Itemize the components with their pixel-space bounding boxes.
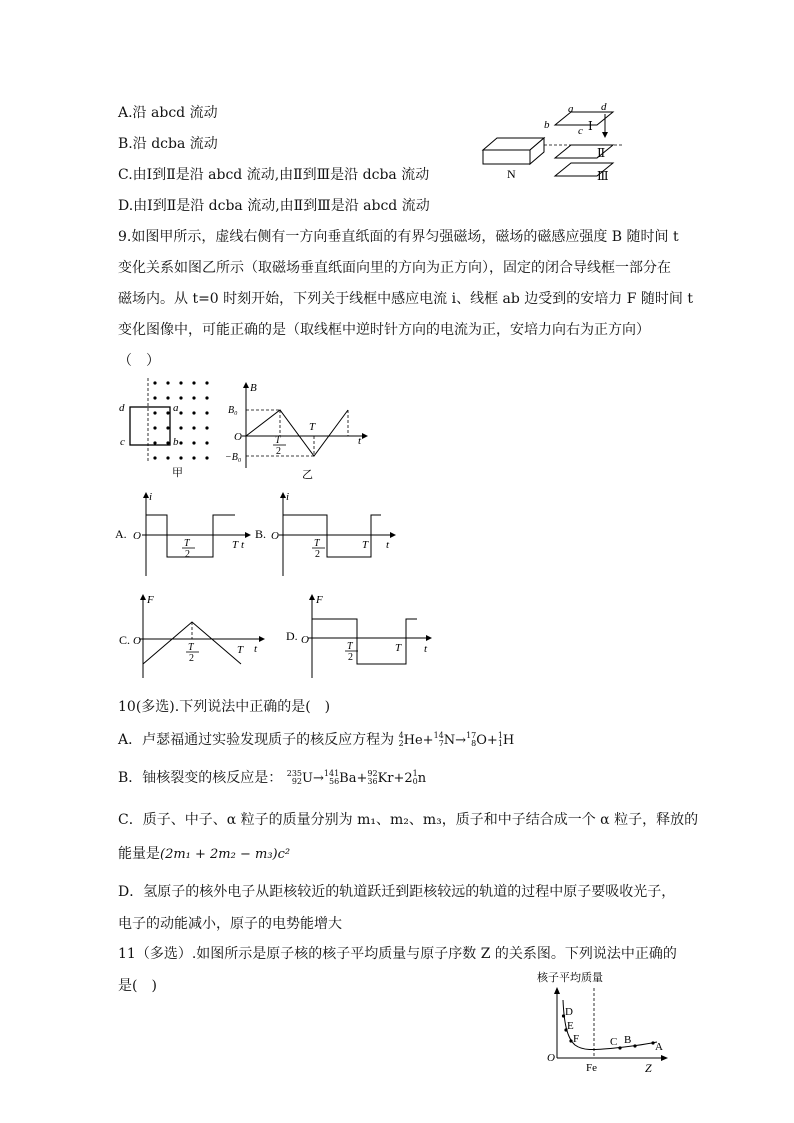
q9-opt-c-axis-t: t — [254, 643, 258, 655]
field-dot — [153, 411, 156, 414]
q10-option-a-text: A．卢瑟福通过实验发现质子的核反应方程为 — [118, 732, 395, 748]
q9-yi-origin: O — [234, 431, 242, 443]
q10-option-c-formula: (2m₁ + 2m₂ − m₃)c² — [160, 847, 291, 862]
q9-opt-d-axis: F — [316, 594, 323, 606]
q9-opt-b-half-num: T — [314, 538, 320, 549]
q9-yi-label-b0: B₀ — [228, 405, 238, 416]
q11-label-b: B — [624, 1034, 632, 1046]
field-dot — [166, 456, 169, 459]
q9-yi-caption: 乙 — [302, 469, 313, 481]
field-dot — [205, 426, 208, 429]
q9-option-a-graph — [115, 490, 255, 578]
field-dot — [192, 396, 195, 399]
q9-option-b-graph — [255, 490, 400, 578]
q9-jia-caption: 甲 — [172, 467, 183, 479]
q8-label-c: c — [578, 125, 583, 137]
q11-binding-figure — [535, 968, 675, 1078]
q8-label-ii: Ⅱ — [597, 146, 606, 160]
q10-option-a — [118, 731, 514, 750]
q9-stem-line-3: 磁场内。从 t=0 时刻开始，下列关于线框中感应电流 i、线框 ab 边受到的安培力 F 随时间 t — [118, 291, 693, 307]
q9-jia-label-c: c — [120, 436, 125, 448]
q9-jia-label-d: d — [119, 402, 125, 414]
field-dot — [179, 456, 182, 459]
q10-option-c-text: 能量是 — [118, 846, 160, 862]
field-dot — [205, 411, 208, 414]
q9-figure-jia — [115, 378, 215, 480]
q9-opt-b-label: B. — [255, 527, 267, 541]
q9-yi-half-num: T — [275, 435, 281, 446]
q9-opt-b-origin: O — [271, 530, 279, 542]
field-dot — [179, 381, 182, 384]
magnetic-field-dots — [153, 381, 208, 459]
q9-opt-b-axis-t: t — [386, 539, 390, 551]
q9-yi-label-neg-b0: −B₀ — [225, 452, 242, 463]
q10-option-b-text: B．铀核裂变的核反应是： — [118, 770, 283, 786]
q9-opt-a-axis: i — [149, 491, 153, 503]
q9-stem-line-4: 变化图像中，可能正确的是（取线框中逆时针方向的电流为正，安培力向右为正方向） — [118, 322, 650, 338]
q9-opt-d-t-label: T — [395, 642, 402, 654]
q9-opt-a-origin: O — [133, 530, 141, 542]
q8-label-n: N — [507, 167, 516, 181]
q10-option-a-equation: 4 2He+14 7N→17 8O+1 1H — [398, 731, 515, 748]
q9-opt-d-origin: O — [301, 634, 309, 646]
q9-stem-line-2: 变化关系如图乙所示（取磁场垂直纸面向里的方向为正方向），固定的闭合导线框一部分在 — [118, 260, 671, 276]
q9-opt-c-axis: F — [147, 594, 154, 606]
q9-yi-half-den: 2 — [276, 446, 281, 457]
field-dot — [192, 441, 195, 444]
q8-label-d: d — [601, 101, 607, 113]
q9-yi-axis-t: t — [358, 435, 362, 447]
q9-jia-label-b: b — [173, 436, 179, 448]
field-dot — [153, 381, 156, 384]
q8-label-b: b — [544, 119, 550, 131]
q9-option-d-graph — [284, 592, 439, 680]
q11-origin: O — [547, 1052, 555, 1064]
q11-axis-z: Z — [645, 1061, 652, 1075]
q9-stem-line-1: 9.如图甲所示，虚线右侧有一方向垂直纸面的有界匀强磁场，磁场的磁感应强度 B 随时间 t — [118, 229, 679, 245]
q11-label-e: E — [567, 1020, 574, 1032]
q9-option-c-graph — [115, 592, 270, 678]
q9-opt-c-half-den: 2 — [189, 653, 194, 664]
q9-opt-a-t-label: T — [232, 539, 239, 551]
q9-opt-b-t-label: T — [362, 539, 369, 551]
field-dot — [153, 441, 156, 444]
field-dot — [166, 426, 169, 429]
q9-opt-b-half-den: 2 — [315, 549, 320, 560]
q9-answer-paren: （ ） — [118, 353, 160, 369]
q8-label-a: a — [568, 103, 574, 115]
q11-fig-title: 核子平均质量 — [537, 972, 603, 984]
q9-opt-a-label: A. — [115, 527, 127, 541]
q10-stem: 10(多选).下列说法中正确的是( ) — [118, 699, 331, 715]
q8-label-iii: Ⅲ — [597, 169, 609, 183]
field-dot — [205, 456, 208, 459]
field-dot — [153, 426, 156, 429]
field-dot — [179, 396, 182, 399]
q10-option-c-line-2 — [118, 845, 290, 864]
q9-opt-a-half-den: 2 — [185, 549, 190, 560]
q9-opt-a-axis-t: t — [241, 539, 245, 551]
field-dot — [179, 441, 182, 444]
q9-yi-axis-b: B — [250, 382, 257, 394]
field-dot — [205, 441, 208, 444]
q8-label-i: Ⅰ — [588, 119, 593, 133]
q9-jia-label-a: a — [173, 402, 179, 414]
field-dot — [205, 396, 208, 399]
q9-opt-a-half-num: T — [184, 538, 190, 549]
q9-figure-yi — [225, 380, 378, 485]
q10-option-d-line-2: 电子的动能减小，原子的电势能增大 — [118, 916, 342, 932]
q11-label-a: A — [655, 1041, 663, 1053]
q9-opt-c-origin: O — [133, 635, 141, 647]
q10-option-d-line-1: D．氢原子的核外电子从距核较近的轨道跃迁到距核较远的轨道的过程中原子要吸收光子， — [118, 884, 676, 900]
field-dot — [192, 381, 195, 384]
field-dot — [166, 441, 169, 444]
q11-label-d: D — [565, 1006, 573, 1018]
field-dot — [153, 456, 156, 459]
q8-magnet-figure — [480, 98, 630, 186]
field-dot — [166, 381, 169, 384]
field-dot — [166, 396, 169, 399]
q9-opt-d-label: D. — [286, 629, 298, 643]
q9-opt-d-half-den: 2 — [348, 652, 353, 663]
q11-stem-line-2: 是( ) — [118, 978, 157, 994]
q8-option-c: C.由Ⅰ到Ⅱ是沿 abcd 流动,由Ⅱ到Ⅲ是沿 dcba 流动 — [118, 167, 430, 183]
field-dot — [205, 381, 208, 384]
q11-label-f: F — [573, 1033, 580, 1045]
q11-label-fe: Fe — [586, 1062, 597, 1074]
q8-option-a: A.沿 abcd 流动 — [118, 105, 218, 121]
field-dot — [179, 426, 182, 429]
q9-opt-d-half-num: T — [347, 641, 353, 652]
field-dot — [192, 411, 195, 414]
field-dot — [153, 396, 156, 399]
q8-option-d: D.由Ⅰ到Ⅱ是沿 dcba 流动,由Ⅱ到Ⅲ是沿 abcd 流动 — [118, 198, 430, 214]
field-dot — [179, 411, 182, 414]
field-dot — [192, 426, 195, 429]
field-dot — [192, 456, 195, 459]
q9-opt-c-label: C. — [119, 633, 131, 647]
q9-opt-d-axis-t: t — [424, 643, 428, 655]
q8-option-b: B.沿 dcba 流动 — [118, 136, 218, 152]
field-dot — [166, 411, 169, 414]
q9-opt-b-axis: i — [286, 491, 290, 503]
q11-label-c: C — [610, 1036, 618, 1048]
q9-opt-c-t-label: T — [237, 644, 244, 656]
q10-option-b — [118, 769, 426, 788]
q10-option-c-line-1: C．质子、中子、α 粒子的质量分别为 m₁、m₂、m₃，质子和中子结合成一个 α 粒子，释放的 — [118, 812, 699, 828]
q9-opt-c-half-num: T — [188, 642, 194, 653]
q11-stem-line-1: 11（多选）.如图所示是原子核的核子平均质量与原子序数 Z 的关系图。下列说法中正确的 — [118, 946, 677, 962]
q9-yi-label-t: T — [309, 421, 316, 433]
q10-option-b-equation: 235 92U→141 56Ba+92 36Kr+21 0n — [286, 769, 427, 786]
